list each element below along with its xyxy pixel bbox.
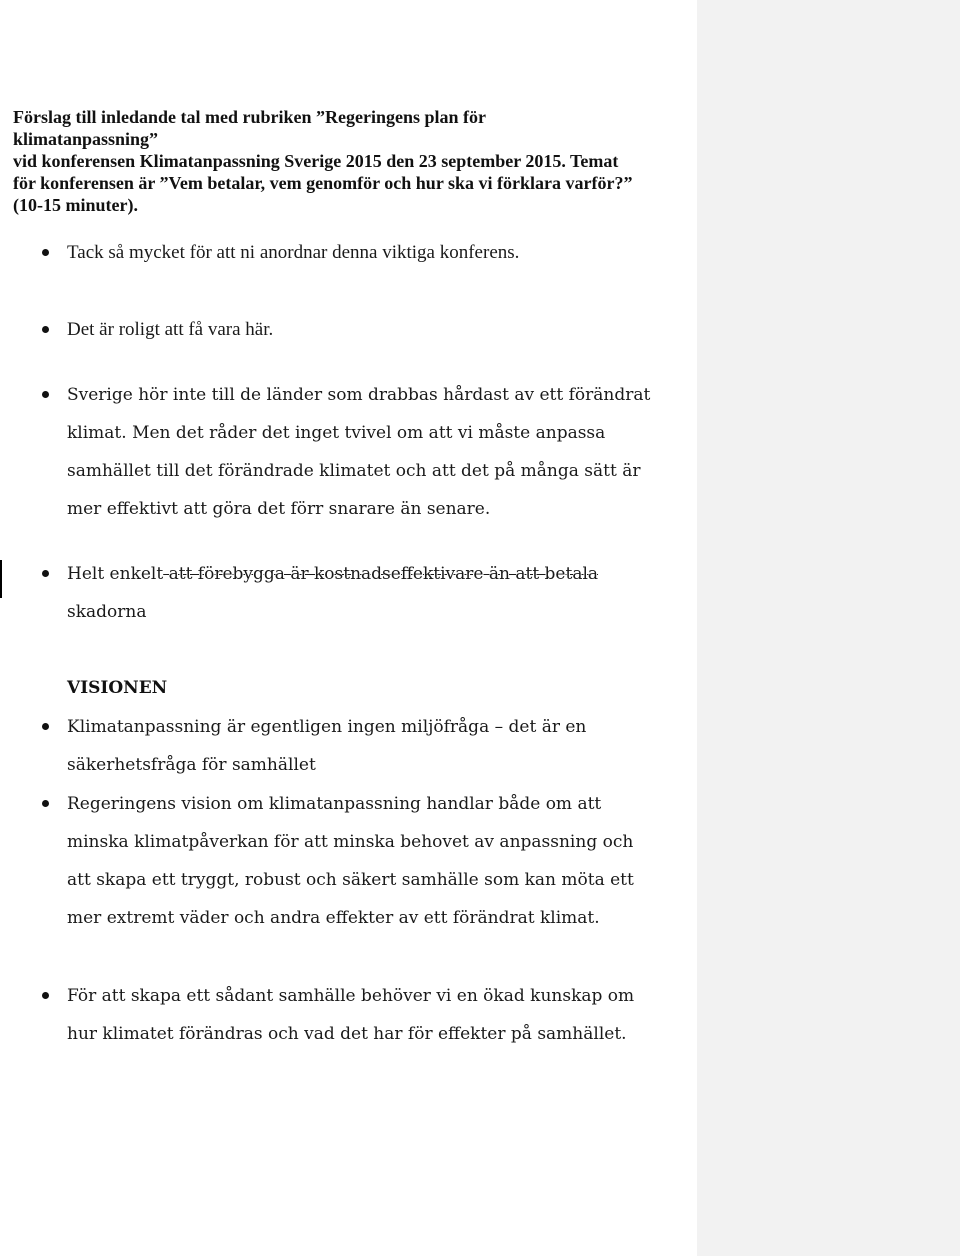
- bullet-dot-icon: [42, 326, 49, 333]
- bullet-text: säkerhetsfråga för samhället: [67, 755, 316, 775]
- bullet-text: hur klimatet förändras och vad det har för effekter på samhället.: [67, 1024, 627, 1044]
- heading-line: Förslag till inledande tal med rubriken ”Regeringens plan för: [13, 107, 487, 127]
- bullet-text: Tack så mycket för att ni anordnar denna viktiga konferens.: [67, 242, 520, 263]
- heading-line: vid konferensen Klimatanpassning Sverige 2015 den 23 september 2015. Temat: [13, 151, 619, 171]
- bullet-text: Det är roligt att få vara här.: [67, 319, 274, 340]
- bullet-text: samhället till det förändrade klimatet och att det på många sätt är: [67, 461, 641, 481]
- bullet-dot-icon: [42, 723, 49, 730]
- comment-margin-pane: [697, 0, 960, 1256]
- bullet-text: klimat. Men det råder det inget tvivel om att vi måste anpassa: [67, 423, 606, 443]
- bullet-text: skadorna: [67, 602, 147, 622]
- heading-line: (10-15 minuter).: [13, 195, 138, 215]
- bullet-text: mer extremt väder och andra effekter av ett förändrat klimat.: [67, 908, 600, 928]
- bullet-text: Klimatanpassning är egentligen ingen miljöfråga – det är en: [67, 717, 587, 737]
- bullet-dot-icon: [42, 800, 49, 807]
- heading-line: för konferensen är ”Vem betalar, vem genomför och hur ska vi förklara varför?”: [13, 173, 633, 193]
- section-title: VISIONEN: [67, 678, 168, 698]
- bullet-text: För att skapa ett sådant samhälle behöver vi en ökad kunskap om: [67, 986, 635, 1006]
- bullet-text: minska klimatpåverkan för att minska behovet av anpassning och: [67, 832, 634, 852]
- bullet-text-tracked-change: att förebygga är kostnadseffektivare än att betala: [163, 564, 599, 584]
- speech-heading: [13, 106, 693, 216]
- revision-change-bar: [0, 560, 2, 598]
- bullet-text-part: Helt enkelt: [67, 564, 164, 584]
- bullet-text: mer effektivt att göra det förr snarare än senare.: [67, 499, 491, 519]
- bullet-dot-icon: [42, 249, 49, 256]
- bullet-text: [67, 555, 598, 593]
- bullet-dot-icon: [42, 391, 49, 398]
- bullet-text: Regeringens vision om klimatanpassning handlar både om att: [67, 794, 602, 814]
- bullet-dot-icon: [42, 992, 49, 999]
- bullet-text: att skapa ett tryggt, robust och säkert samhälle som kan möta ett: [67, 870, 634, 890]
- heading-line: klimatanpassning”: [13, 129, 159, 149]
- bullet-text: Sverige hör inte till de länder som drabbas hårdast av ett förändrat: [67, 385, 651, 405]
- bullet-dot-icon: [42, 570, 49, 577]
